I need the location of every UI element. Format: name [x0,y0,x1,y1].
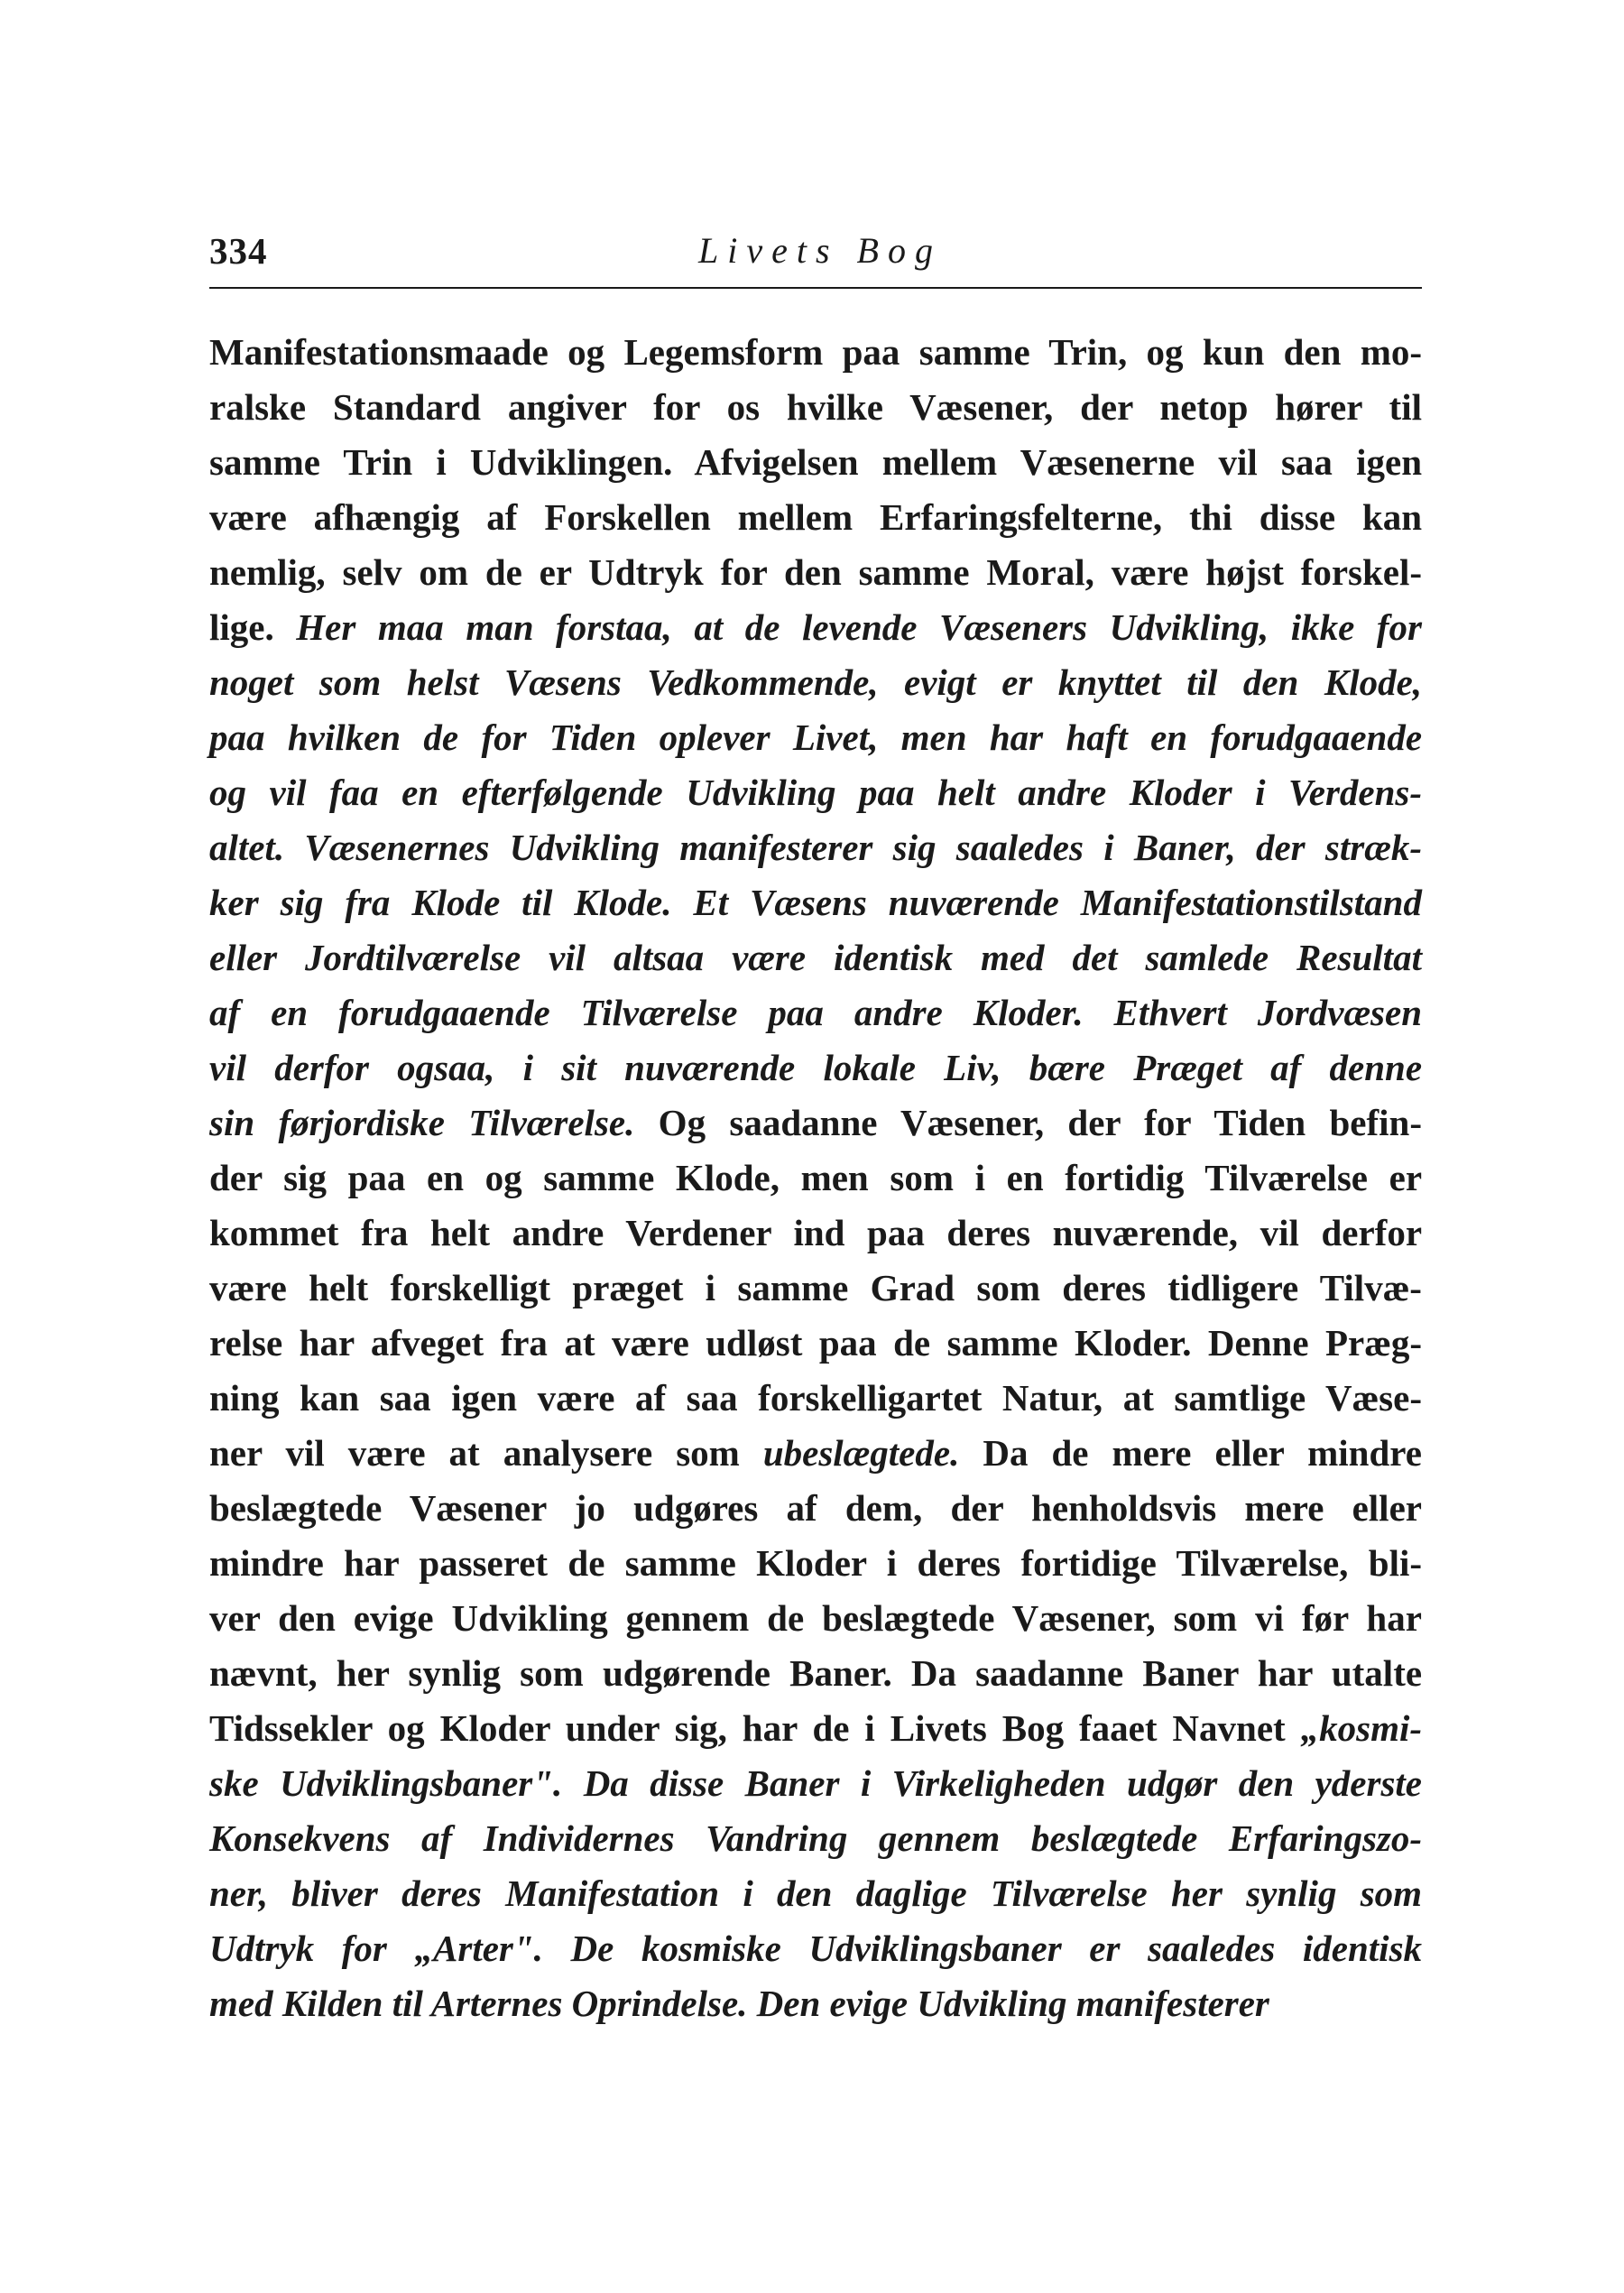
text-line [209,930,1422,985]
italic-text-segment: Konsekvens af Individernes Vandring gennem beslægtede Erfaringszo- [209,1817,1423,1859]
text-line [209,325,1422,380]
italic-text-segment: og vil faa en efterfølgende Udvikling paa helt andre Kloder i Verdens- [209,772,1423,813]
body-text [209,325,1422,2031]
text-segment: samme Trin i Udviklingen. Afvigelsen mellem Væsenerne vil saa igen [209,441,1423,483]
text-segment: være afhængig af Forskellen mellem Erfaringsfelterne, thi disse kan [209,496,1423,538]
text-line [209,1426,1422,1481]
text-segment: ner vil være at analysere som [209,1432,763,1474]
italic-text-segment: vil derfor ogsaa, i sit nuværende lokale Liv, bære Præget af denne [209,1047,1423,1088]
text-segment: mindre har passeret de samme Kloder i deres fortidige Tilværelse, bli- [209,1542,1423,1584]
text-line [209,435,1422,490]
text-line [209,875,1422,930]
text-line [209,1316,1422,1371]
text-segment: relse har afveget fra at være udløst paa de samme Kloder. Denne Præg- [209,1322,1423,1364]
text-line [209,600,1422,655]
text-line [209,820,1422,875]
italic-text-segment: noget som helst Væsens Vedkommende, evigt er knyttet til den Klode, [209,661,1423,703]
text-line [209,1206,1422,1261]
text-segment: lige. [209,606,297,648]
text-segment: Og saadanne Væsener, der for Tiden befin- [634,1102,1422,1143]
text-line [209,1481,1422,1536]
text-line [209,1261,1422,1316]
text-line [209,1371,1422,1426]
text-line [209,1921,1422,1976]
text-segment: ver den evige Udvikling gennem de beslægtede Væsener, som vi før har [209,1597,1422,1639]
italic-text-segment: altet. Væsenernes Udvikling manifesterer sig saaledes i Baner, der stræk- [209,827,1422,868]
italic-text-segment: af en forudgaaende Tilværelse paa andre Kloder. Ethvert Jordvæsen [209,992,1423,1033]
text-segment: nævnt, her synlig som udgørende Baner. Da saadanne Baner har utalte [209,1652,1423,1694]
text-segment: kommet fra helt andre Verdener ind paa deres nuværende, vil derfor [209,1212,1423,1253]
text-line [209,545,1422,600]
text-line [209,1811,1422,1866]
italic-text-segment: sin førjordiske Tilværelse. [209,1102,635,1143]
italic-text-segment: paa hvilken de for Tiden oplever Livet, men har haft en forudgaaende [209,717,1423,758]
page-number: 334 [209,230,268,272]
italic-text-segment: med Kilden til Arternes Oprindelse. Den evige Udvikling manifesterer [209,1983,1269,2024]
text-line [209,655,1422,710]
italic-text-segment: Udtryk for „Arter". De kosmiske Udviklingsbaner er saaledes identisk [209,1928,1423,1969]
text-segment: der sig paa en og samme Klode, men som i en fortidig Tilværelse er [209,1157,1423,1198]
text-line [209,1151,1422,1206]
text-line [209,380,1422,435]
text-line [209,1646,1422,1701]
book-title: Livets Bog [698,230,942,271]
text-segment: Manifestationsmaade og Legemsform paa samme Trin, og kun den mo- [209,331,1423,373]
text-segment: ralske Standard angiver for os hvilke Væsener, der netop hører til [209,386,1422,428]
text-line [209,1701,1422,1756]
text-segment: nemlig, selv om de er Udtryk for den samme Moral, være højst forskel- [209,551,1423,593]
text-line [209,765,1422,820]
italic-text-segment: ker sig fra Klode til Klode. Et Væsens nuværende Manifestationstilstand [209,882,1422,923]
text-segment: Da de mere eller mindre [959,1432,1422,1474]
italic-text-segment: eller Jordtilværelse vil altsaa være identisk med det samlede Resultat [209,937,1422,978]
text-segment: beslægtede Væsener jo udgøres af dem, der henholdsvis mere eller [209,1487,1422,1529]
text-line [209,1536,1422,1591]
header-rule [209,287,1422,289]
text-segment: være helt forskelligt præget i samme Grad som deres tidligere Tilvæ- [209,1267,1422,1308]
text-line [209,1040,1422,1096]
text-line [209,985,1422,1040]
italic-text-segment: ubeslægtede. [762,1432,960,1474]
italic-text-segment: ske Udviklingsbaner". Da disse Baner i Virkeligheden udgør den yderste [209,1762,1423,1804]
text-line [209,1096,1422,1151]
text-line [209,710,1422,765]
text-line [209,490,1422,545]
text-segment: ning kan saa igen være af saa forskelligartet Natur, at samtlige Væse- [209,1377,1422,1419]
text-segment: Tidssekler og Kloder under sig, har de i Livets Bog faaet Navnet [209,1707,1301,1749]
text-line [209,1866,1422,1921]
running-head [209,227,1422,285]
text-line [209,1976,1422,2031]
italic-text-segment: Her maa man forstaa, at de levende Væseners Udvikling, ikke for [296,606,1422,648]
italic-text-segment: „kosmi- [1300,1707,1423,1749]
text-line [209,1591,1422,1646]
italic-text-segment: ner, bliver deres Manifestation i den daglige Tilværelse her synlig som [209,1872,1423,1914]
text-line [209,1756,1422,1811]
